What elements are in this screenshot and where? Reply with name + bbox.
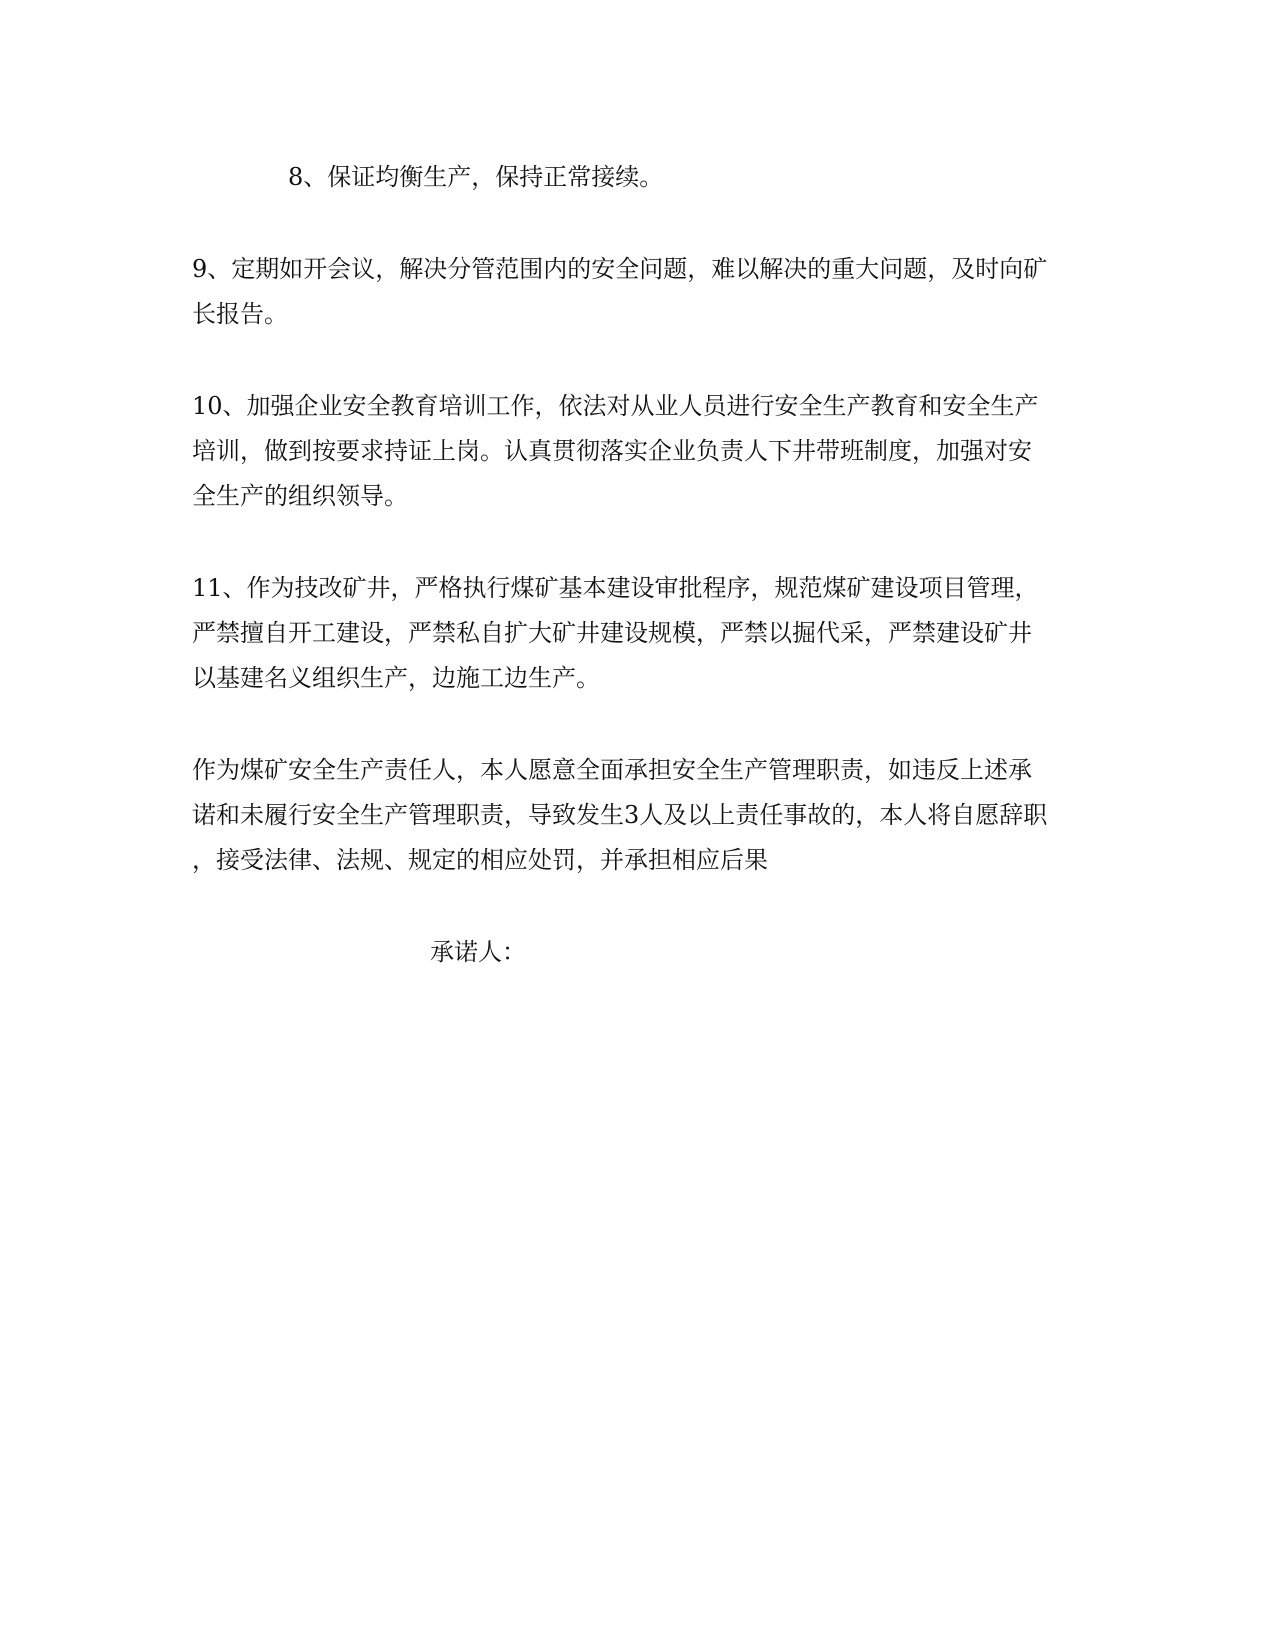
paragraph-line: 严禁擅自开工建设，严禁私自扩大矿井建设规模，严禁以掘代采，严禁建设矿井	[192, 619, 1032, 647]
signature-label: 承诺人：	[430, 938, 526, 966]
signature-block	[192, 930, 1082, 975]
paragraph-line: 作为煤矿安全生产责任人，本人愿意全面承担安全生产管理职责，如违反上述承	[192, 756, 1032, 784]
paragraph-line: 全生产的组织领导。	[192, 482, 408, 510]
paragraph-line: 培训，做到按要求持证上岗。认真贯彻落实企业负责人下井带班制度，加强对安	[192, 437, 1032, 465]
paragraph-line: 诺和未履行安全生产管理职责，导致发生3人及以上责任事故的，本人将自愿辞职	[192, 801, 1048, 829]
document-body	[192, 155, 1082, 1022]
paragraph-line: 11、作为技改矿井，严格执行煤矿基本建设审批程序，规范煤矿建设项目管理，	[192, 574, 1039, 602]
paragraph-line: 以基建名义组织生产，边施工边生产。	[192, 664, 600, 692]
paragraph-item-11	[192, 566, 1082, 701]
paragraph-line: 10、加强企业安全教育培训工作，依法对从业人员进行安全生产教育和安全生产	[192, 392, 1039, 420]
commitment-statement	[192, 748, 1082, 883]
paragraph-item-9	[192, 247, 1082, 337]
paragraph-line: 9、定期如开会议，解决分管范围内的安全问题，难以解决的重大问题，及时向矿	[192, 255, 1048, 283]
paragraph-item-10	[192, 384, 1082, 519]
paragraph-item-8	[192, 155, 1082, 200]
paragraph-line: ，接受法律、法规、规定的相应处罚，并承担相应后果	[192, 846, 768, 874]
paragraph-line: 8、保证均衡生产，保持正常接续。	[288, 163, 664, 191]
paragraph-line: 长报告。	[192, 300, 288, 328]
